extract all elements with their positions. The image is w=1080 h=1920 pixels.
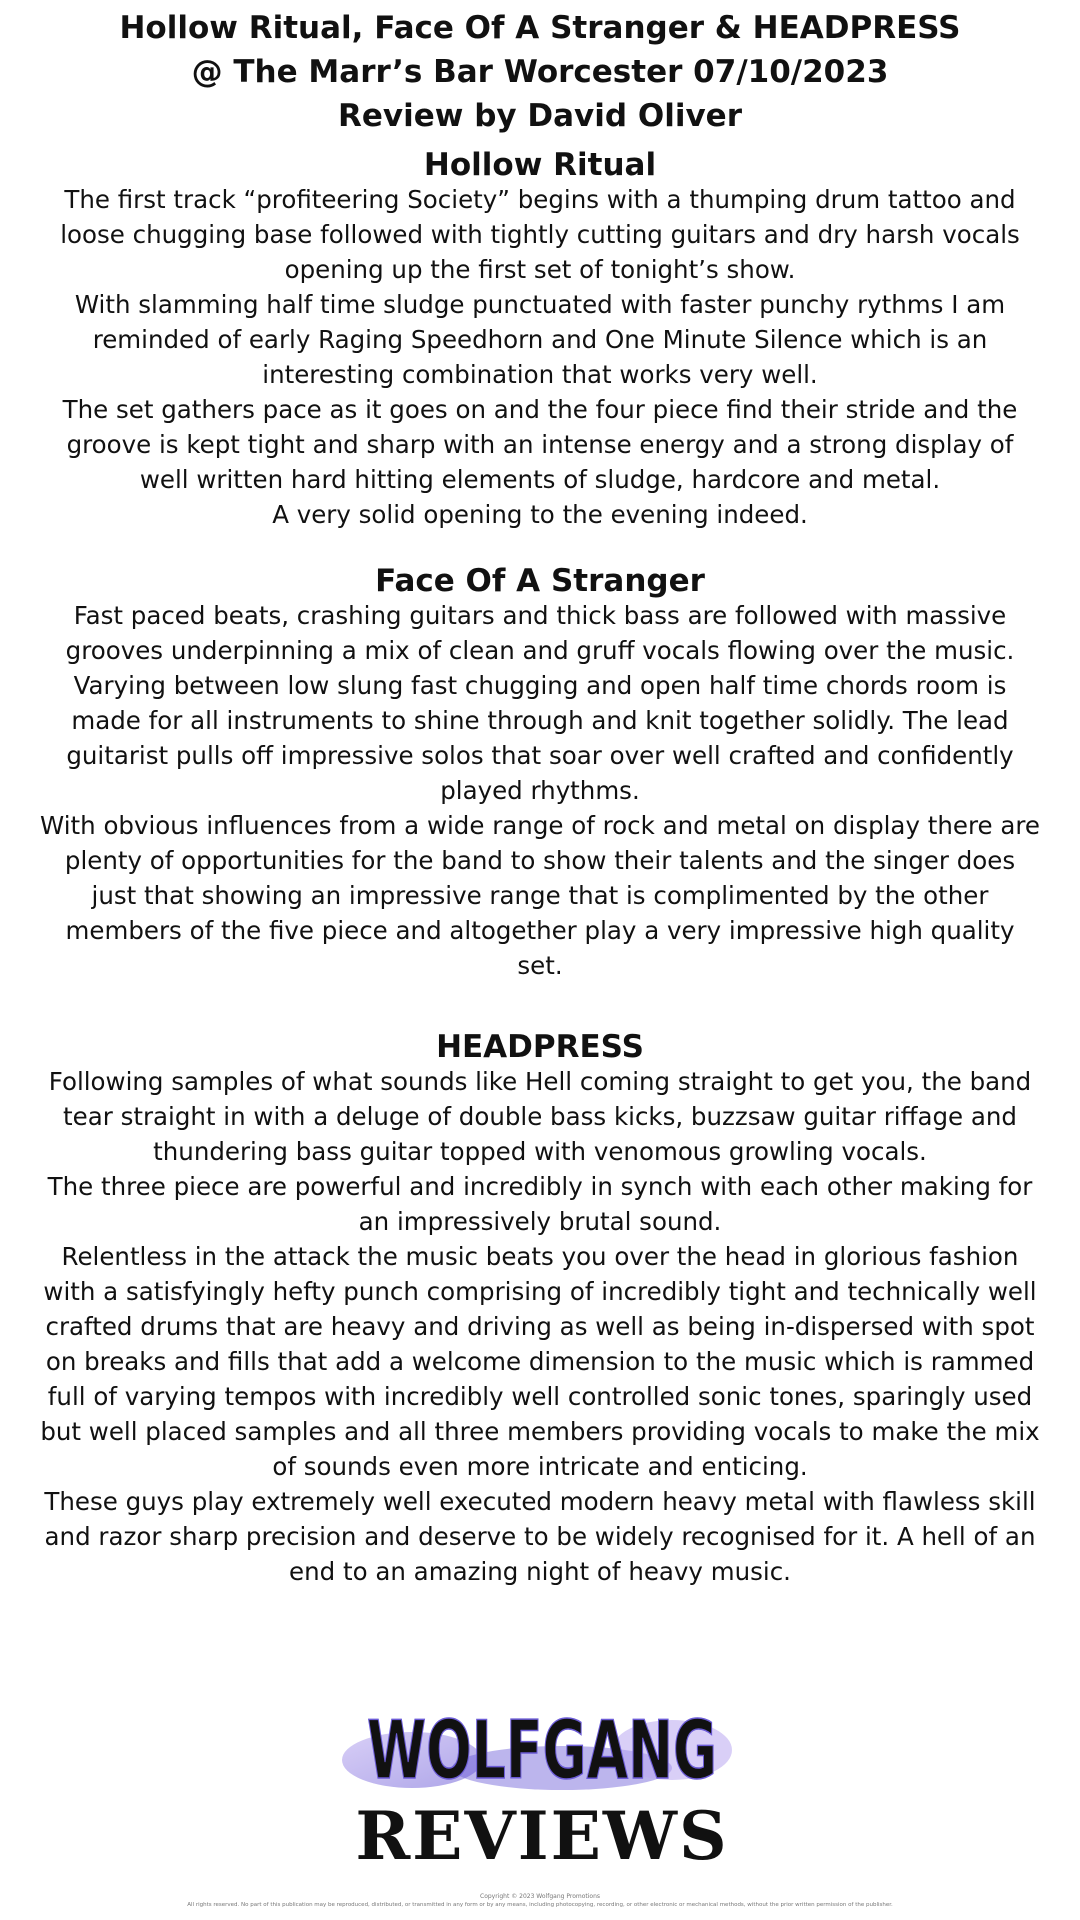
author-line: Review by David Oliver: [338, 98, 742, 134]
section-heading: HEADPRESS: [436, 1029, 644, 1065]
copyright-text: Copyright © 2023 Wolfgang Promotions: [480, 1893, 600, 1900]
wolfgang-logo-mark: [352, 1690, 732, 1795]
wolfgang-reviews-logo: [352, 1690, 732, 1875]
review-title: [0, 6, 1080, 138]
section-heading: Hollow Ritual: [423, 147, 657, 183]
paragraph: With obvious influences from a wide range of rock and metal on display there are plenty of opportunities for the band to show their talents and the singer does just that showing an impressive range that is complimented by the other members of the five piece and altogether play a very impressive high quality set.: [40, 811, 1040, 980]
paragraph: The set gathers pace as it goes on and the four piece find their stride and the groove is kept tight and sharp with an intense energy and a strong display of well written hard hitting elements of sludge, hardcore and metal.: [62, 395, 1018, 494]
paragraph: With slamming half time sludge punctuated with faster punchy rythms I am reminded of early Raging Speedhorn and One Minute Silence which is an interesting combination that works very well.: [74, 290, 1006, 389]
section-hollow-ritual: [40, 146, 1040, 532]
paragraph: These guys play extremely well executed modern heavy metal with flawless skill and razor sharp precision and deserve to be widely recognised for it. A hell of an end to an amazing night of heavy music.: [44, 1487, 1036, 1586]
logo-word-reviews: REVIEWS: [355, 1797, 729, 1875]
paragraph: The first track “profiteering Society” begins with a thumping drum tattoo and loose chugging base followed with tightly cutting guitars and dry harsh vocals opening up the first set of tonight’s show.: [60, 185, 1020, 284]
copyright-footer: [0, 1893, 1080, 1909]
logo-word-wolfgang: WOLFGANG: [367, 1704, 717, 1797]
paragraph: The three piece are powerful and incredibly in synch with each other making for an impressively brutal sound.: [47, 1172, 1033, 1236]
section-headpress: [40, 1028, 1040, 1589]
section-heading: Face Of A Stranger: [375, 563, 705, 599]
title-line: Hollow Ritual, Face Of A Stranger & HEADPRESS: [119, 10, 961, 46]
section-face-of-a-stranger: [40, 562, 1040, 983]
paragraph: A very solid opening to the evening indeed.: [272, 500, 808, 529]
title-line: @ The Marr’s Bar Worcester 07/10/2023: [191, 54, 889, 90]
paragraph: Relentless in the attack the music beats you over the head in glorious fashion with a satisfyingly hefty punch comprising of incredibly tight and technically well crafted drums that are heavy and driving as well as being in-dispersed with spot on breaks and fills that add a welcome dimension to the music which is rammed full of varying tempos with incredibly well controlled sonic tones, sparingly used but well placed samples and all three members providing vocals to make the mix of sounds even more intricate and enticing.: [40, 1242, 1040, 1481]
rights-text: All rights reserved. No part of this publication may be reproduced, distributed, or transmitted in any form or by any means, including photocopying, recording, or other electronic or mechanical methods, without the prior written permission of the publisher.: [187, 1902, 893, 1908]
paragraph: Following samples of what sounds like Hell coming straight to get you, the band tear straight in with a deluge of double bass kicks, buzzsaw guitar riffage and thundering bass guitar topped with venomous growling vocals.: [48, 1067, 1032, 1166]
paragraph: Varying between low slung fast chugging and open half time chords room is made for all instruments to shine through and knit together solidly. The lead guitarist pulls off impressive solos that soar over well crafted and confidently played rhythms.: [66, 671, 1014, 805]
paragraph: Fast paced beats, crashing guitars and thick bass are followed with massive grooves underpinning a mix of clean and gruff vocals flowing over the music.: [65, 601, 1015, 665]
